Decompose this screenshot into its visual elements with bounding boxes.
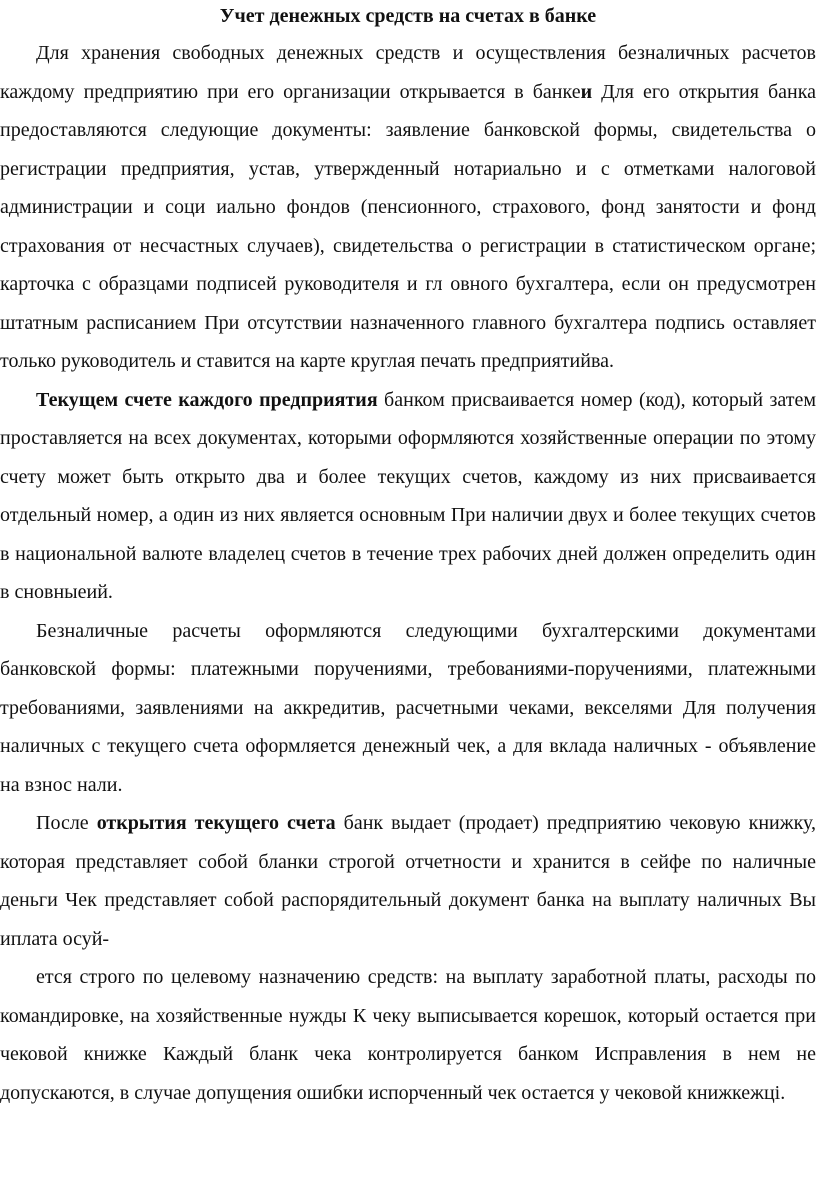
paragraph-text: Безналичные расчеты оформляются следующими бухгалтерскими документами банковской формы: платежными поручениями, требованиями-поручениями, платежными требованиями, заявлениями на аккредитив, расчетными чеками, векселями Для получения наличных с текущего счета оформляется денежный чек, а для вклада наличных - объявление на взнос нали. (0, 619, 816, 796)
paragraph-text: Для хранения свободных денежных средств и осуществления безналичных расчетов каждому предприятию при его организации открывается в банке (0, 42, 816, 103)
paragraph (0, 958, 816, 1112)
bold-text: открытия текущего счета (96, 812, 336, 834)
paragraph-text: Для его открытия банка предоставляются следующие документы: заявление банковской формы, свидетельства о регистрации предприятия, устав, утвержденный нотариально и с отметками налоговой администрации и соци иально фондов (пенсионного, страхового, фонд занятости и фонд страхования от несчастных случаев), свидетельства о регистрации в статистическом органе; карточка с образцами подписей руководителя и гл овного бухгалтера, если он предусмотрен штатным расписанием При отсутствии назначенного главного бухгалтера подпись оставляет только руководитель и ставится на карте круглая печать предприятийва. (0, 80, 816, 372)
paragraph (0, 804, 816, 958)
document-body (0, 34, 816, 1112)
paragraph (0, 34, 816, 381)
document-title: Учет денежных средств на счетах в банке (219, 5, 597, 27)
paragraph (0, 381, 816, 612)
bold-text: Текущем счете каждого предприятия (36, 388, 378, 411)
bold-text: и (580, 80, 593, 103)
paragraph (0, 612, 816, 805)
paragraph-text: банк выдает (продает) предприятию чековую книжку, которая представляет собой бланки строгой отчетности и хранится в сейфе по наличные деньги Чек представляет собой распорядительный документ банка на выплату наличных Вы иплата осуй- (0, 812, 816, 950)
paragraph-text: ется строго по целевому назначению средств: на выплату заработной платы, расходы по командировке, на хозяйственные нужды К чеку выписывается корешок, который остается при чековой книжке Каждый бланк чека контролируется банком Исправления в нем не допускаются, в случае допущения ошибки испорченный чек остается у чековой книжкежці. (0, 966, 816, 1104)
paragraph-text: После (36, 812, 97, 834)
paragraph-text: банком присваивается номер (код), который затем проставляется на всех документах, которыми оформляются хозяйственные операции по этому счету может быть открыто два и более текущих счетов, каждому из них присваивается отдельный номер, а один из них является основным При наличии двух и более текущих счетов в национальной валюте владелец счетов в течение трех рабочих дней должен определить один в сновныеий. (0, 388, 816, 603)
